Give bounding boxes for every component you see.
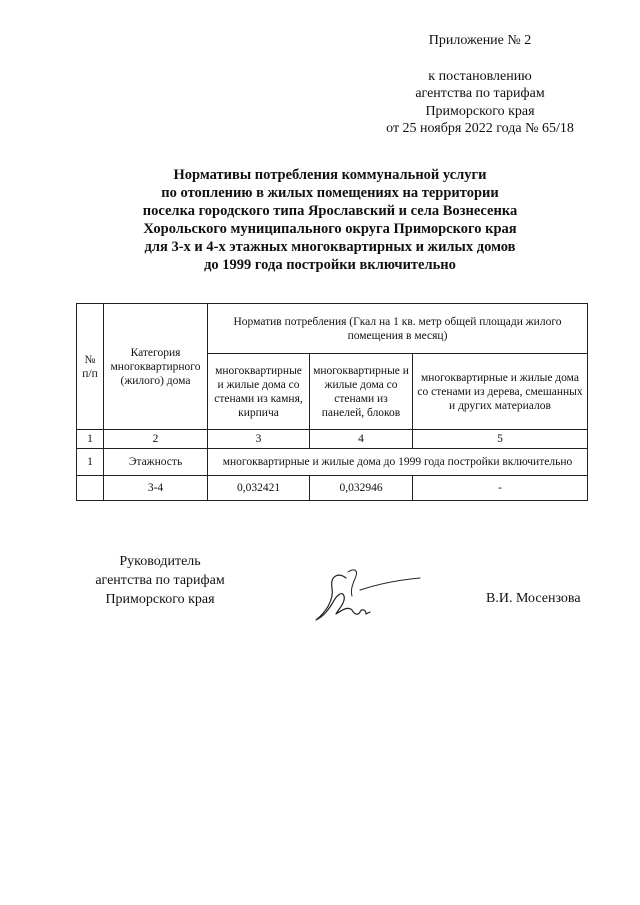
header-wood-mixed: многоквартирные и жилые дома со стенами из дерева, смешанных и других материалов (413, 354, 588, 430)
table-row (77, 449, 588, 476)
title-line: по отоплению в жилых помещениях на территории (161, 185, 499, 201)
title-line: для 3-х и 4-х этажных многоквартирных и жилых домов (144, 239, 516, 255)
table-header-row (77, 304, 588, 354)
index-cell: 5 (413, 430, 588, 449)
appendix-agency-line: агентства по тарифам (415, 86, 545, 101)
title-line: Хорольского муниципального округа Приморского края (143, 221, 517, 237)
signatory-name: В.И. Мосензова (486, 591, 581, 606)
handwritten-signature (308, 566, 428, 626)
header-category: Категория многоквартирного (жилого) дома (104, 304, 208, 430)
index-cell: 2 (104, 430, 208, 449)
position-line: Приморского края (105, 592, 215, 607)
value-panels-blocks: 0,032946 (310, 476, 413, 501)
index-cell: 1 (77, 430, 104, 449)
title-line: поселка городского типа Ярославский и села Вознесенка (142, 203, 518, 219)
row-category: 3-4 (104, 476, 208, 501)
row-number (77, 476, 104, 501)
norms-table (76, 303, 588, 501)
header-norm: Норматив потребления (Гкал на 1 кв. метр общей площади жилого помещения в месяц) (208, 304, 588, 354)
appendix-date-line: от 25 ноября 2022 года № 65/18 (386, 121, 574, 136)
table-index-row (77, 430, 588, 449)
value-stone-brick: 0,032421 (208, 476, 310, 501)
header-stone-brick: многоквартирные и жилые дома со стенами из камня, кирпича (208, 354, 310, 430)
title-line: Нормативы потребления коммунальной услуги (173, 167, 487, 183)
appendix-number: Приложение № 2 (428, 33, 532, 48)
row-merged-description: многоквартирные и жилые дома до 1999 года постройки включительно (208, 449, 588, 476)
appendix-resolution-line: к постановлению (428, 68, 532, 84)
signatory-position (80, 552, 240, 609)
title-line: до 1999 года постройки включительно (204, 257, 456, 273)
value-wood-mixed: - (413, 476, 588, 501)
document-title (100, 166, 560, 274)
appendix-reference (360, 32, 600, 138)
position-line: Руководитель (119, 554, 201, 569)
header-panels-blocks: многоквартирные и жилые дома со стенами из панелей, блоков (310, 354, 413, 430)
index-cell: 3 (208, 430, 310, 449)
index-cell: 4 (310, 430, 413, 449)
row-number: 1 (77, 449, 104, 476)
position-line: агентства по тарифам (95, 573, 225, 588)
appendix-region-line: Приморского края (425, 103, 535, 119)
header-number: № п/п (77, 304, 104, 430)
table-row (77, 476, 588, 501)
row-category: Этажность (104, 449, 208, 476)
